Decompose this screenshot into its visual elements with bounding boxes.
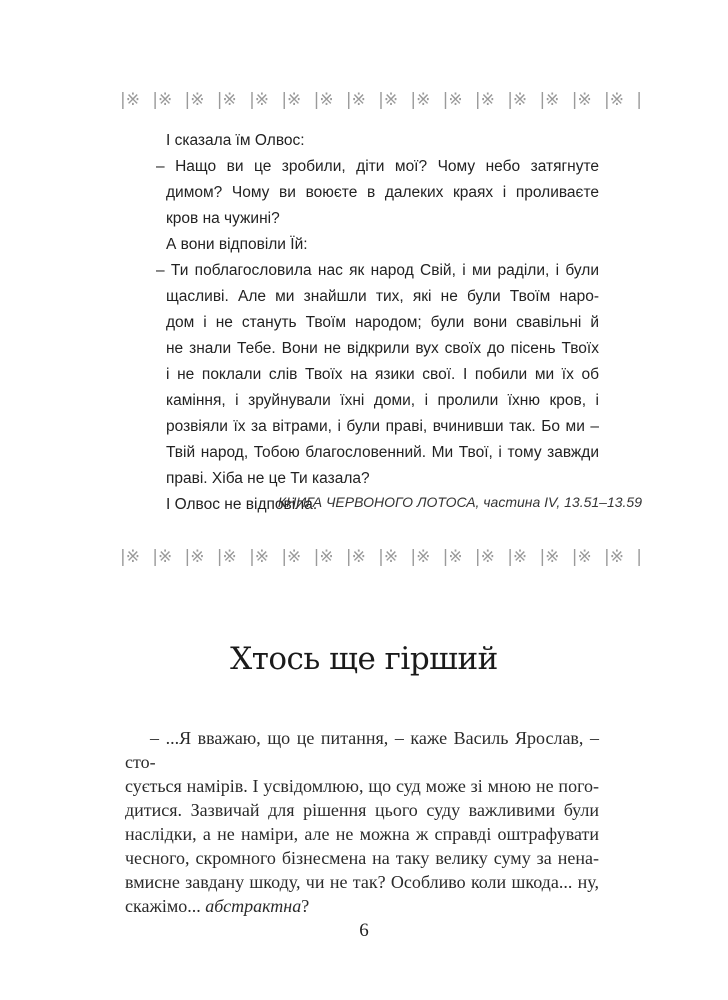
body-line: дитися. Зазвичай для рішення цього суду важливими були (125, 800, 599, 820)
ornament-motif: |※ (345, 90, 366, 110)
epigraph-line: і не поклали слів Твоїх на язики свої. І побили ми їх об (166, 366, 599, 383)
ornament-top (120, 89, 642, 111)
italic-word: абстрактна (205, 896, 302, 916)
epigraph-line: кров на чужині? (166, 210, 280, 227)
ornament-motif: |※ (571, 90, 592, 110)
chapter-title: Хтось ще гірший (230, 641, 498, 677)
epigraph-source (278, 494, 642, 510)
ornament-motif: |※ (152, 547, 173, 567)
body-line: сується намірів. І усвідомлюю, що суд може зі мною не пого- (125, 776, 599, 796)
ornament-motif: |※ (120, 547, 140, 567)
epigraph-line: Твій народ, Тобою благословенний. Ми Твої, і тому завжди (166, 444, 599, 461)
ornament-motif: |※ (539, 547, 560, 567)
ornament-motif: |※ (281, 90, 302, 110)
ornament-motif: |※ (216, 90, 237, 110)
ornament-motif: |※ (378, 90, 399, 110)
epigraph-line: не знали Тебе. Вони не відкрили вух своїх до пісень Твоїх (166, 340, 599, 357)
epigraph-line: праві. Хіба не це Ти казала? (166, 470, 370, 487)
epigraph-line: – Нащо ви це зробили, діти мої? Чому небо затягнуте (156, 158, 599, 175)
ornament-motif: |※ (442, 547, 463, 567)
ornament-motif: |※ (474, 90, 495, 110)
ornament-motif: |※ (120, 90, 140, 110)
epigraph-line: – Ти поблагословила нас як народ Свій, і ми раділи, і були (156, 262, 599, 279)
epigraph-line: каміння, і зруйнували їхні доми, і пролили їхню кров, і (166, 392, 599, 409)
epigraph-line: щасливі. Але ми знайшли тих, які не були Твоїм наро- (166, 288, 599, 305)
body-line: – ...Я вважаю, що це питання, – каже Василь Ярослав, – сто- (125, 728, 599, 772)
source-reference: , частина IV, 13.51–13.59 (475, 494, 642, 510)
ornament-end: | (636, 90, 642, 110)
body-line: наслідки, а не наміри, але не можна ж справді оштрафувати (125, 824, 599, 844)
chapter-body (125, 726, 599, 918)
body-line-last (125, 894, 599, 918)
last-line-punct: ? (301, 896, 310, 916)
ornament-end: | (636, 547, 642, 567)
ornament-motif: |※ (345, 547, 366, 567)
ornament-motif: |※ (507, 547, 528, 567)
epigraph-line: дом і не стануть Твоїм народом; були вони свавільні й (166, 314, 599, 331)
ornament-motif: |※ (507, 90, 528, 110)
last-line-text: скажімо... (125, 896, 206, 916)
ornament-motif: |※ (313, 547, 334, 567)
ornament-motif: |※ (539, 90, 560, 110)
ornament-motif: |※ (474, 547, 495, 567)
epigraph-line: розвіяли їх за вітрами, і були праві, вчинивши так. Бо ми – (166, 418, 599, 435)
ornament-motif: |※ (410, 90, 431, 110)
ornament-motif: |※ (603, 547, 624, 567)
ornament-motif: |※ (249, 547, 270, 567)
ornament-motif: |※ (216, 547, 237, 567)
ornament-motif: |※ (442, 90, 463, 110)
source-title: КНИГА ЧЕРВОНОГО ЛОТОСА (277, 494, 476, 510)
ornament-bottom (120, 546, 642, 568)
ornament-motif: |※ (313, 90, 334, 110)
ornament-motif: |※ (571, 547, 592, 567)
epigraph-line: А вони відповіли Їй: (166, 236, 308, 253)
ornament-motif: |※ (378, 547, 399, 567)
page-number: 6 (359, 920, 369, 941)
ornament-motif: |※ (281, 547, 302, 567)
epigraph-line: І сказала їм Олвос: (166, 132, 305, 149)
ornament-motif: |※ (152, 90, 173, 110)
ornament-motif: |※ (249, 90, 270, 110)
ornament-motif: |※ (184, 90, 205, 110)
body-line: вмисне завдану шкоду, чи не так? Особливо коли шкода... ну, (125, 872, 599, 892)
ornament-motif: |※ (603, 90, 624, 110)
ornament-motif: |※ (410, 547, 431, 567)
body-line: чесного, скромного бізнесмена на таку велику суму за нена- (125, 848, 599, 868)
epigraph (156, 128, 599, 518)
epigraph-line: І Олвос не відповіла. (166, 496, 318, 513)
ornament-motif: |※ (184, 547, 205, 567)
epigraph-line: димом? Чому ви воюєте в далеких краях і проливаєте (166, 184, 599, 201)
